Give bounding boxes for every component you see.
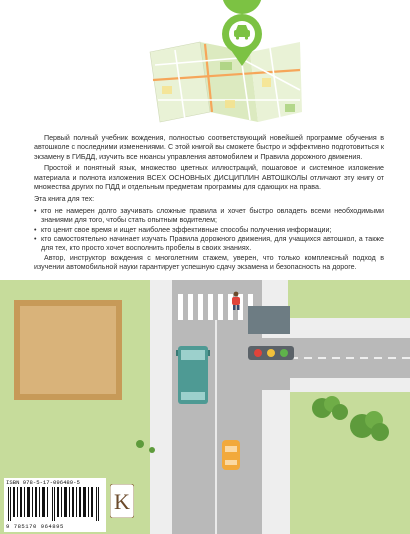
isbn-number: ISBN 978-5-17-096489-5 <box>6 479 80 486</box>
barcode-panel <box>4 478 106 532</box>
taxi-icon <box>222 440 240 470</box>
list-item: • кто ценит свое время и ищет наиболее эффективные способы получения информации; <box>34 226 384 235</box>
list-item: • кто самостоятельно начинает изучать Правила дорожного движения, для учащихся автошкол, а также для тех, кто просто хочет восполнить пробелы в своих знаниях. <box>34 235 384 254</box>
paragraph-closing: Автор, инструктор вождения с многолетним стажем, уверен, что только комплексный подход в изучении автомобильной науки гарантирует успешную сдачу экзамена и безопасность на дороге. <box>34 253 384 272</box>
publisher-logo-letter: K <box>114 489 130 514</box>
barcode <box>8 487 104 521</box>
list-intro: Эта книга для тех: <box>34 195 95 204</box>
publisher-logo <box>110 484 134 518</box>
annotation-text <box>34 134 384 275</box>
sandbox <box>14 300 122 400</box>
audience-list <box>34 207 384 254</box>
bus-icon <box>176 346 210 404</box>
sidewalk-horizontal-bottom <box>290 378 410 392</box>
folded-map <box>150 42 302 122</box>
paragraph-intro: Первый полный учебник вождения, полностью соответствующий новейшей программе обучения в автошколе с последними изменениями. С этой книгой вы сможете быстро и эффективно подготовиться к экзамену в ГИБДД, изучить все нюансы управления автомобилем и Правила дорожного движения. <box>34 134 384 161</box>
paragraph-description: Простой и понятный язык, множество цветных иллюстраций, пошаговое и системное изложение материала и полнота изложения ВСЕХ ОСНОВНЫХ ДИСЦИПЛИН АВТОШКОЛЫ отличают эту книгу от множества других по ПДД и отдельным предметам программы для сдающих на права. <box>34 164 384 192</box>
sidewalk-left <box>150 280 172 534</box>
barcode-digits: 9 785170 964895 <box>6 523 64 530</box>
traffic-light-icon <box>248 306 294 360</box>
folded-map-illustration <box>0 0 410 140</box>
list-item: • кто не намерен долго заучивать сложные правила и хочет быстро овладеть всеми необходимыми знаниями для того, чтобы стать опытным водителем; <box>34 207 384 226</box>
